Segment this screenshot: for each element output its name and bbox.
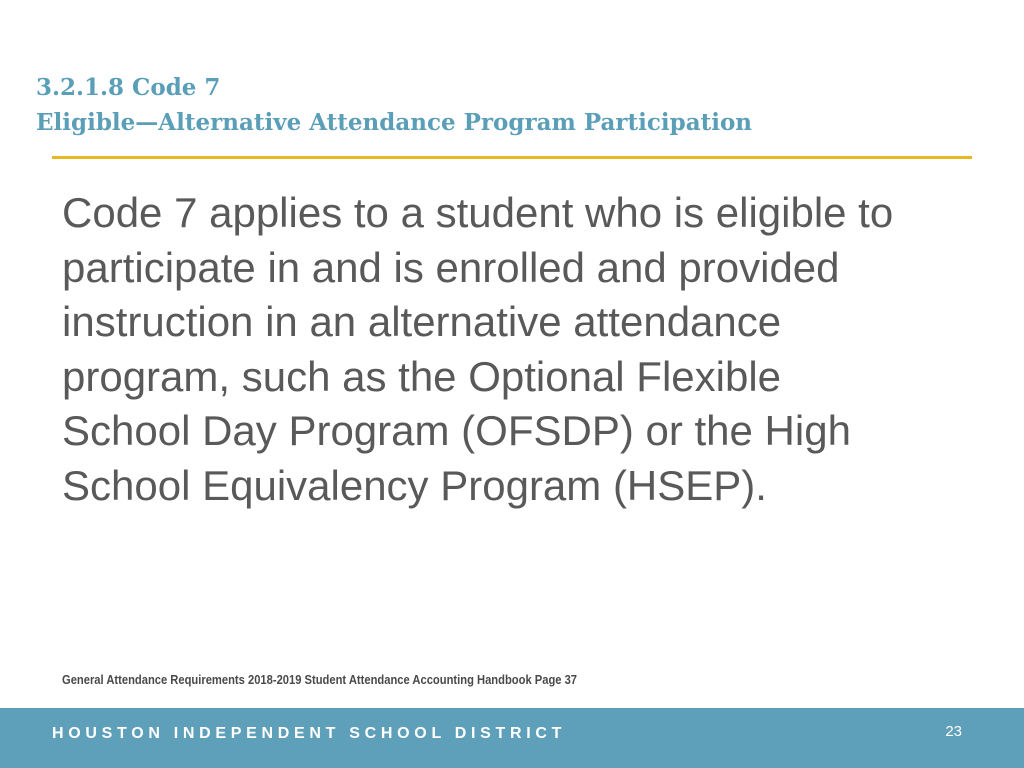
body-paragraph: [62, 186, 982, 513]
title-line-description: Eligible—Alternative Attendance Program Participation: [36, 109, 753, 136]
body-line: program, such as the Optional Flexible: [62, 352, 782, 400]
slide-title: [36, 70, 976, 140]
body-line: Code 7 applies to a student who is eligible to: [62, 189, 894, 236]
body-line: School Equivalency Program (HSEP).: [62, 461, 767, 509]
title-line-code: 3.2.1.8 Code 7: [36, 74, 221, 101]
source-citation: General Attendance Requirements 2018-2019 Student Attendance Accounting Handbook Page 37: [62, 672, 578, 687]
organization-name: HOUSTON INDEPENDENT SCHOOL DISTRICT: [52, 725, 567, 742]
title-divider: [52, 156, 972, 159]
body-line: participate in and is enrolled and provided: [62, 243, 840, 291]
page-number: 23: [945, 723, 962, 740]
body-line: instruction in an alternative attendance: [62, 298, 782, 345]
body-line: School Day Program (OFSDP) or the High: [62, 407, 851, 454]
footer-bar: [0, 708, 1024, 768]
